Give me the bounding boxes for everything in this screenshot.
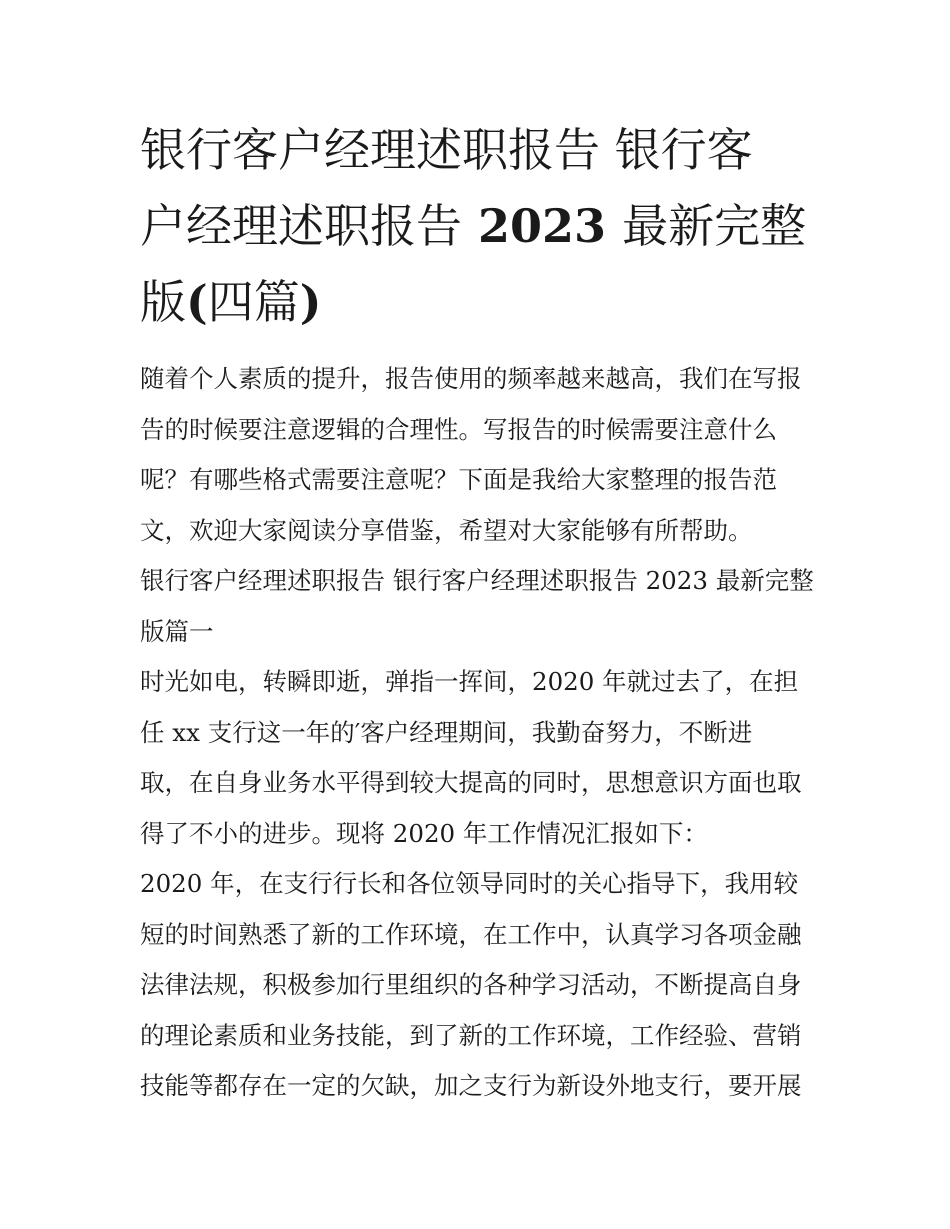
paragraph-line: 短的时间熟悉了新的工作环境，在工作中，认真学习各项金融	[140, 919, 802, 949]
paragraph-line: 得了不小的进步。现将 2020 年工作情况汇报如下：	[140, 818, 708, 848]
title-line-3-mid: 四篇	[207, 275, 300, 329]
paragraph-line: 法律法规，积极参加行里组织的各种学习活动，不断提高自身	[140, 970, 802, 999]
section-heading-line: 版篇一	[140, 616, 214, 646]
document-body	[140, 354, 820, 1112]
intro-line: 随着个人素质的提升，报告使用的频率越来越高，我们在写报	[140, 364, 802, 393]
paragraph-line: 任 xx 支行这一年的′客户经理期间，我勤奋努力，不断进	[140, 717, 753, 747]
title-line-1: 银行客户经理述职报告 银行客	[140, 123, 753, 177]
paragraph-2	[140, 859, 820, 1112]
section-heading	[140, 556, 820, 657]
title-line-2	[140, 188, 820, 264]
paragraph-line: 的理论素质和业务技能，到了新的工作环境，工作经验、营销	[140, 1020, 802, 1050]
title-line-3	[140, 264, 820, 340]
section-heading-line: 银行客户经理述职报告 银行客户经理述职报告 2023 最新完整	[140, 566, 814, 595]
intro-line: 告的时候要注意逻辑的合理性。写报告的时候需要注意什么	[140, 414, 777, 444]
title-paren-open: (	[186, 275, 208, 329]
paragraph-1	[140, 657, 820, 859]
paragraph-line: 技能等都存在一定的欠缺，加之支行为新设外地支行，要开展	[140, 1071, 802, 1100]
intro-line: 呢？有哪些格式需要注意呢？下面是我给大家整理的报告范	[140, 465, 777, 494]
title-paren-close: )	[299, 275, 322, 329]
intro-paragraph	[140, 354, 820, 556]
intro-line: 文，欢迎大家阅读分享借鉴，希望对大家能够有所帮助。	[140, 515, 753, 545]
document-title	[140, 112, 820, 340]
document-page	[140, 112, 820, 1112]
paragraph-line: 2020 年，在支行行长和各位领导同时的关心指导下，我用较	[140, 869, 799, 898]
title-line-2-post: 最新完整	[622, 199, 807, 253]
title-line-2-pre: 户经理述职报告	[140, 199, 462, 253]
paragraph-line: 取，在自身业务水平得到较大提高的同时，思想意识方面也取	[140, 768, 802, 797]
title-line-3-pre: 版	[140, 275, 186, 329]
paragraph-line: 时光如电，转瞬即逝，弹指一挥间，2020 年就过去了，在担	[140, 667, 799, 696]
title-year: 2023	[478, 199, 607, 253]
